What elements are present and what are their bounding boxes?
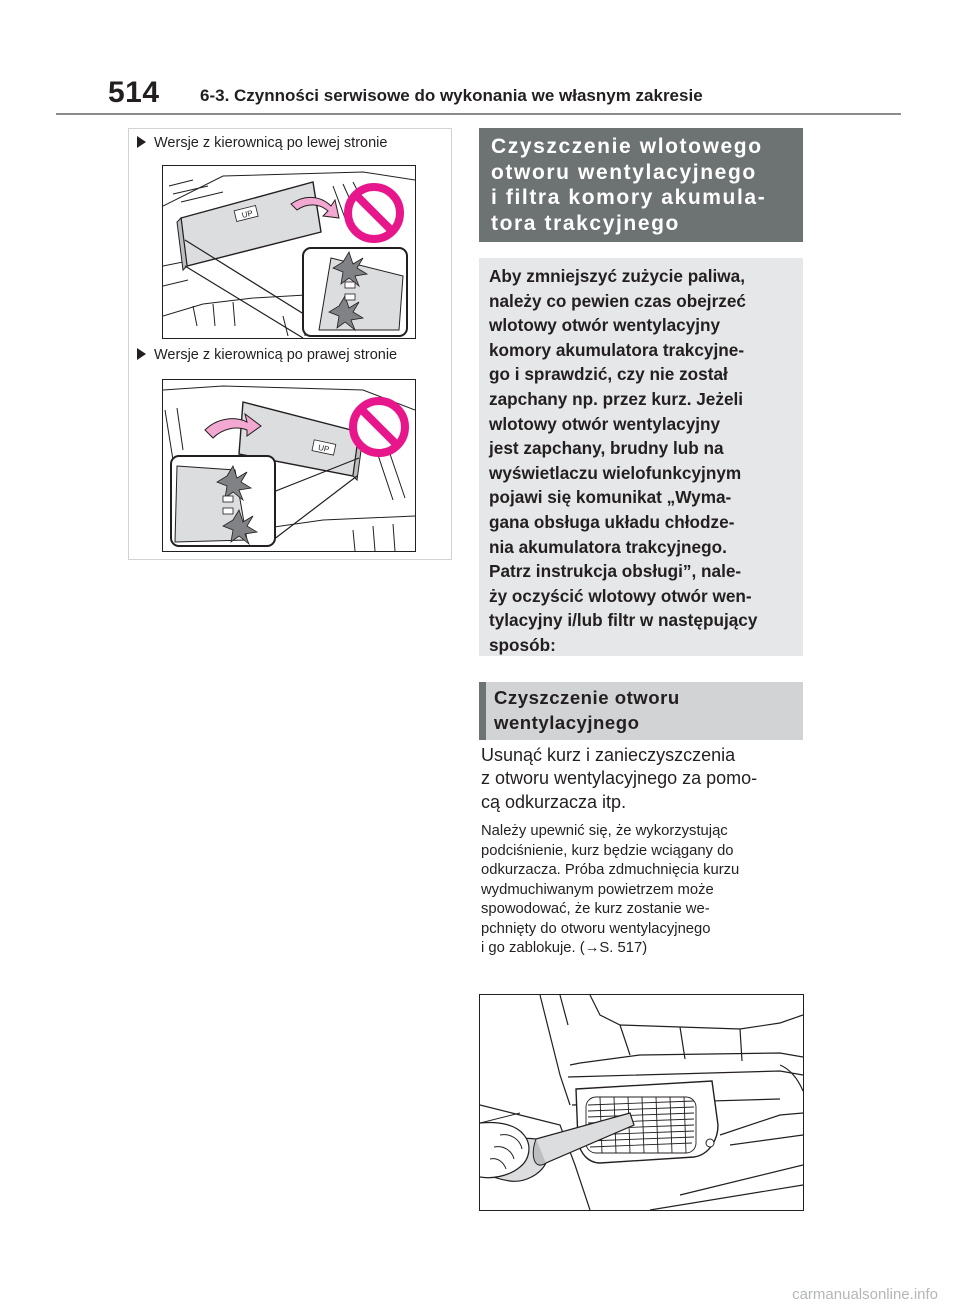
illustration-left-hand-drive: [162, 165, 416, 339]
vacuum-cleaning-illustration: [479, 994, 804, 1211]
seat-vent-diagram: [480, 995, 803, 1210]
page-header: [0, 0, 960, 120]
triangle-bullet-icon: [137, 136, 146, 148]
note-text: Należy upewnić się, że wykorzystując podciśnienie, kurz będzie wciągany do odkurzacza. Próba zdmuchnięcia kurzu wydmuchiwanym powietrzem może spowodować, że kurz zostanie we- pchnięty do otworu wentylacyjnego i go zablokuje. (→S. 517): [481, 823, 740, 956]
subsection-heading: [479, 682, 803, 740]
heading-accent-bar: [479, 682, 486, 740]
filter-cover-diagram: [163, 166, 415, 338]
header-divider: [56, 113, 901, 115]
caption-text: Wersje z kierownicą po lewej stronie: [154, 135, 388, 151]
intro-text: Aby zmniejszyć zużycie paliwa, należy co pewien czas obejrzeć wlotowy otwór wentylacyjny komory akumulatora trakcyjne- go i sprawdzić, czy nie został zapchany np. przez kurz. Jeżeli wlotowy otwór wentylacyjny jest zapchany, brudny lub na wyświetlaczu wielofunkcyjnym pojawi się komunikat „Wyma- gana obsługa układu chłodze- nia akumulatora trakcyjnego. Patrz instrukcja obsługi”, nale- ży oczyścić wlotowy otwór wen- tylacyjny i/lub filtr w następujący sposób:: [489, 266, 758, 655]
filter-cover-diagram-rhd: [163, 380, 415, 551]
subsection-heading-text: Czyszczenie otworu wentylacyjnego: [494, 687, 680, 733]
intro-box: [479, 258, 803, 656]
chapter-title: 6-3. Czynności serwisowe do wykonania we własnym zakresie: [200, 86, 703, 105]
caption-text: Wersje z kierownicą po prawej stronie: [154, 347, 398, 363]
section-title-text: Czyszczenie wlotowego otworu wentylacyjnego i filtra komory akumula- tora trakcyjnego: [491, 135, 767, 235]
watermark: carmanualsonline.info: [792, 1286, 938, 1303]
section-title: [479, 128, 803, 242]
figure-panel: [128, 128, 452, 560]
caption-right-hand-drive: [137, 347, 397, 363]
up-label: UP: [240, 208, 254, 220]
illustration-right-hand-drive: [162, 379, 416, 552]
caption-left-hand-drive: [137, 135, 387, 151]
up-label: UP: [317, 442, 331, 455]
page-number: 514: [108, 76, 160, 109]
instruction-text: Usunąć kurz i zanieczyszczenia z otworu wentylacyjnego za pomo- cą odkurzacza itp.: [481, 745, 758, 812]
triangle-bullet-icon: [137, 348, 146, 360]
